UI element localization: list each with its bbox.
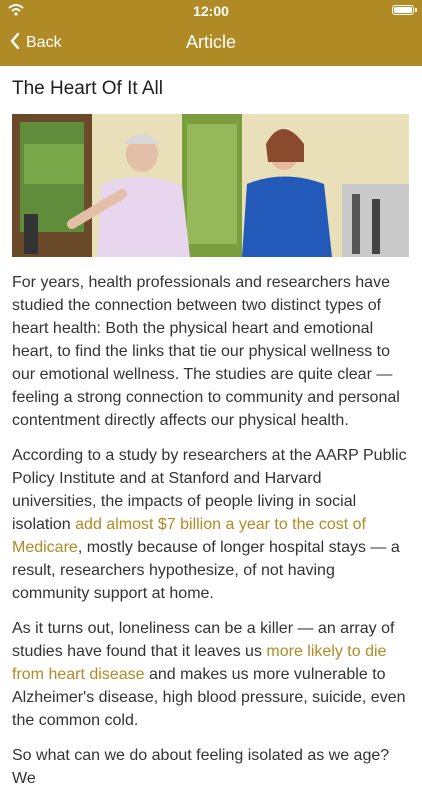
navigation-bar [0, 22, 422, 66]
back-label: Back [26, 34, 62, 51]
status-bar [0, 0, 422, 22]
status-time: 12:00 [193, 3, 229, 19]
paragraph-1: For years, health professionals and researchers have studied the connection between two distinct types of heart health: Both the physical heart and emotional heart, to find the links that tie our physical wellness to our emotional wellness. The studies are quite clear — feeling a strong connection to community and personal contentment directly affects our physical health. [12, 274, 400, 429]
battery-icon [392, 5, 414, 15]
app-header [0, 0, 422, 66]
nav-title: Article [185, 32, 236, 52]
article-body [0, 78, 422, 790]
paragraph-4: So what can we do about feeling isolated as we age? We [12, 747, 390, 787]
heart-disease-link[interactable]: more likely to die from heart disease [12, 643, 387, 683]
paragraph-2-text-b: , mostly because of longer hospital stays — a result, researchers hypothesize, of not having community support at home. [12, 539, 400, 602]
paragraph-2-text-a: According to a study by researchers at the AARP Public Policy Institute and at Stanford and Harvard universities, the impacts of people living in social isolation [12, 447, 407, 533]
paragraph-3-text-b: and makes us more vulnerable to Alzheimer's disease, high blood pressure, suicide, even the common cold. [12, 666, 406, 729]
paragraph-3 [12, 617, 410, 732]
paragraph-2 [12, 444, 410, 605]
article-hero-image [12, 114, 409, 257]
article-title: The Heart Of It All [12, 78, 163, 99]
paragraph-3-text-a: As it turns out, loneliness can be a killer — an array of studies have found that it leaves us [12, 620, 395, 660]
medicare-cost-link[interactable]: add almost $7 billion a year to the cost of Medicare [12, 516, 366, 556]
